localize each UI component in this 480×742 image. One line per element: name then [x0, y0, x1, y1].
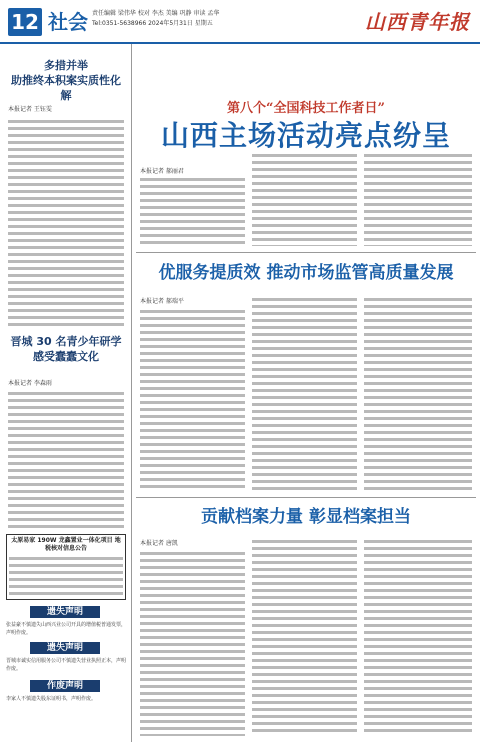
left-article2-body	[8, 390, 124, 532]
notice2-text: 晋城市诚实信用服务公司不慎遗失营业执照正本，声明作废。	[6, 658, 127, 672]
ad-title: 太原易家 190W 龙鑫置业一体化项目 地税核对信息公告	[11, 537, 121, 552]
main-article3-col2	[252, 538, 357, 736]
left-article1-title-line1: 多措并举	[44, 59, 88, 72]
left-article1-title	[8, 58, 124, 103]
left-article2-title	[8, 334, 124, 364]
page-header	[0, 0, 480, 44]
main-article2-col2	[252, 296, 357, 492]
main-article1-kicker: 第八个“全国科技工作者日”	[227, 101, 385, 116]
header-info	[92, 9, 342, 29]
main-article2-title: 优服务提质效 推动市场监管高质量发展	[158, 263, 454, 283]
main-article3-col1	[140, 550, 245, 736]
left-article1-body	[8, 118, 124, 330]
notice2-heading: 遗失声明	[30, 642, 100, 654]
header-info-date: Tel:0351-5638966 2024年5月31日 星期五	[92, 20, 213, 27]
notice3-heading: 作废声明	[30, 680, 100, 692]
left-article2-title-line2: 感受蠢蠢文化	[33, 350, 99, 363]
main-article3-col3	[364, 538, 472, 736]
left-article1-title-line2: 助推终本积案实质性化解	[11, 74, 121, 102]
page-number: 12	[8, 8, 42, 36]
main-article3-byline: 本报记者 唐凯	[140, 540, 178, 547]
header-info-editors: 责任编辑 梁伟华 校对 李杰 美编 巩静 审读 孟华	[92, 10, 220, 17]
left-article2-byline: 本报记者 李森雨	[8, 380, 52, 387]
divider	[136, 497, 476, 498]
main-article2-col3	[364, 296, 472, 492]
left-article2-title-line1: 晋城 30 名青少年研学	[10, 335, 122, 348]
main-article1-byline: 本报记者 郝丽君	[140, 168, 184, 175]
section-title: 社会	[48, 10, 88, 34]
main-article2-byline: 本报记者 郝瑞平	[140, 298, 184, 305]
main-article1-col1	[140, 176, 245, 246]
main-article1-col3	[364, 152, 472, 246]
left-article1-byline: 本报记者 王钰雯	[8, 106, 52, 113]
main-article2-col1	[140, 308, 245, 492]
main-article1-title: 山西主场活动亮点纷呈	[160, 119, 451, 152]
divider	[136, 252, 476, 253]
main-article1-col2	[252, 152, 357, 246]
masthead-logo: 山西青年报	[365, 10, 470, 34]
left-column	[0, 44, 132, 742]
notice1-text: 张益豪不慎遗失山西兴业公司开具的增值税普通发票，声明作废。	[6, 622, 127, 636]
notice1-heading: 遗失声明	[30, 606, 100, 618]
notice3-text: 李家人不慎遗失股东证明书，声明作废。	[6, 696, 97, 702]
ad-box	[6, 534, 126, 600]
ad-body	[9, 555, 123, 599]
main-article3-title: 贡献档案力量 彰显档案担当	[201, 507, 411, 527]
